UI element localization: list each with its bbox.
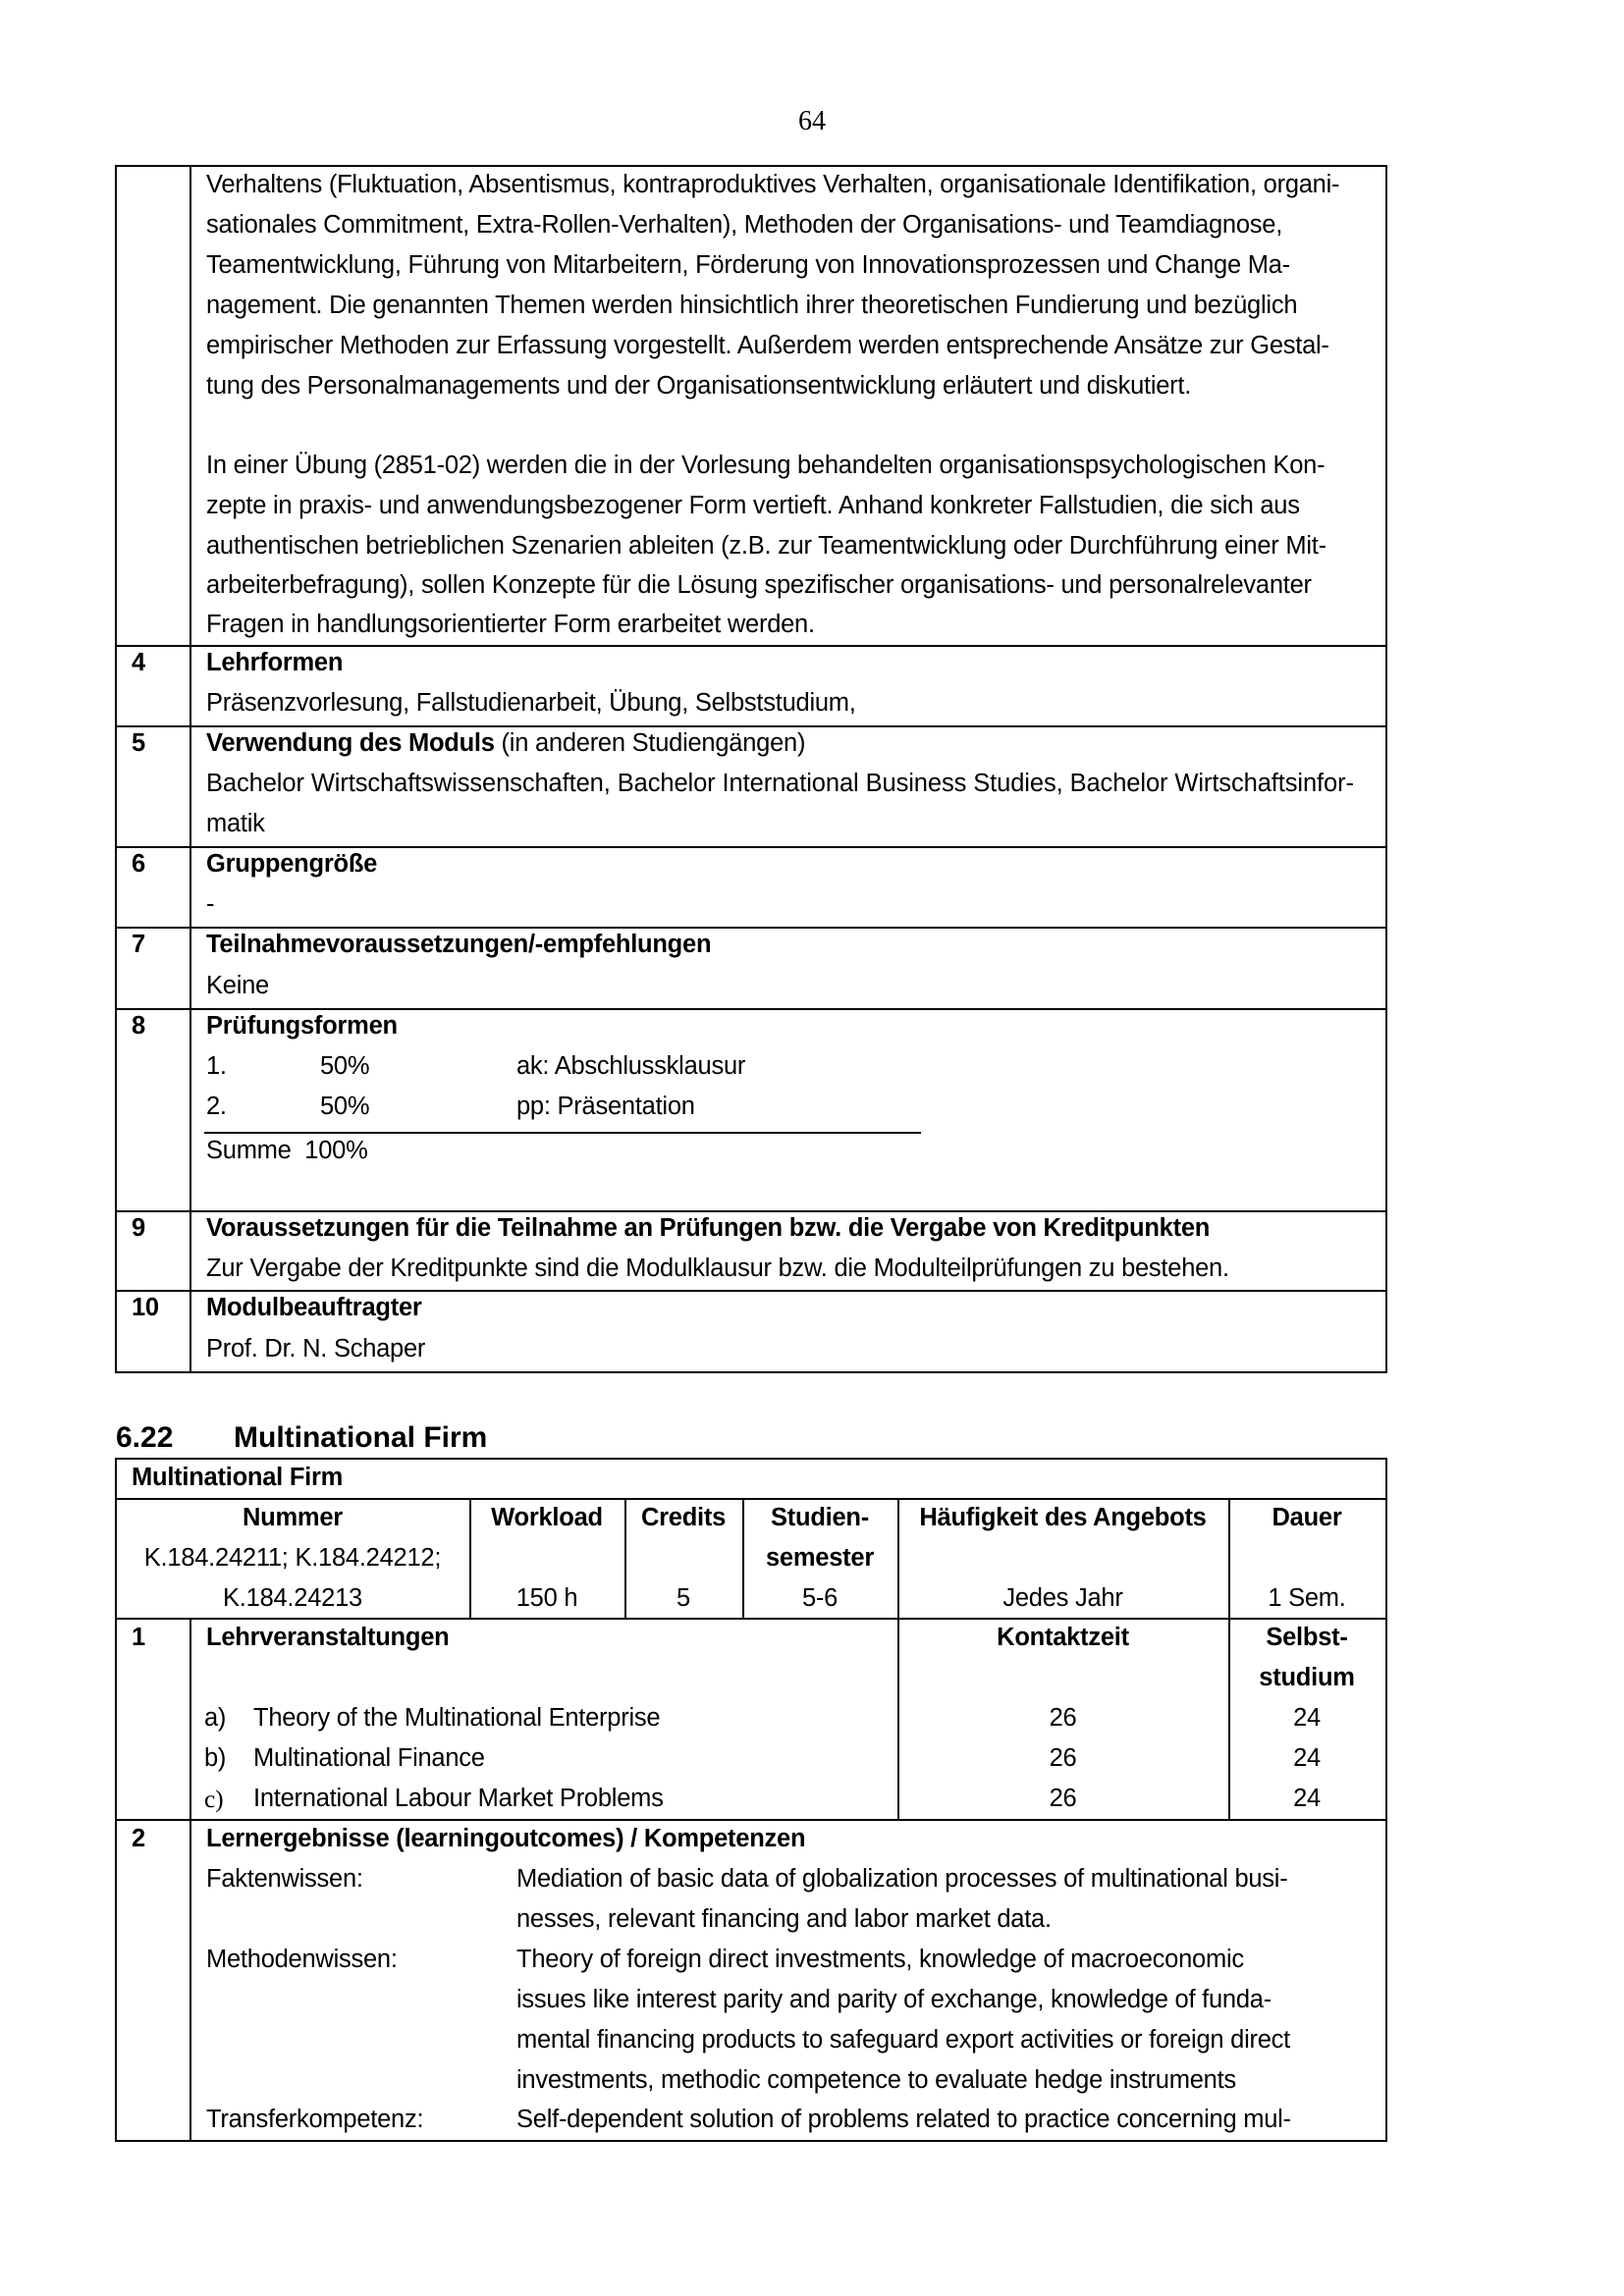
- value-haeufigkeit: Jedes Jahr: [1002, 1584, 1123, 1612]
- course-name: Multinational Finance: [253, 1744, 485, 1772]
- course-name: International Labour Market Problems: [253, 1785, 664, 1812]
- outcome-label: Methodenwissen:: [206, 1946, 398, 1973]
- row-number: 8: [132, 1012, 145, 1040]
- exam-percent: 50%: [320, 1093, 370, 1120]
- section-number: 6.22: [116, 1421, 174, 1454]
- value-dauer: 1 Sem.: [1268, 1584, 1346, 1612]
- course-selbst: 24: [1293, 1704, 1321, 1732]
- row-title-gruppengroesse: Gruppengröße: [206, 850, 378, 878]
- row-title-lernergebnisse: Lernergebnisse (learningoutcomes) / Kompetenzen: [206, 1825, 806, 1852]
- description-line: empirischer Methoden zur Erfassung vorgestellt. Außerdem werden entsprechende Ansätze zur Gestal-: [206, 332, 1329, 359]
- course-letter: c): [204, 1785, 224, 1813]
- row-title-modulbeauftragter: Modulbeauftragter: [206, 1294, 422, 1321]
- table-title: Multinational Firm: [132, 1464, 344, 1491]
- description-line: Verhaltens (Fluktuation, Absentismus, kontraproduktives Verhalten, organisationale Identifikation, organi-: [206, 171, 1340, 198]
- course-selbst: 24: [1293, 1785, 1321, 1812]
- row-title-voraussetzungen: Voraussetzungen für die Teilnahme an Prüfungen bzw. die Vergabe von Kreditpunkten: [206, 1214, 1211, 1242]
- description-line: In einer Übung (2851-02) werden die in der Vorlesung behandelten organisationspsychologischen Kon-: [206, 452, 1326, 479]
- row-title-suffix: (in anderen Studiengängen): [494, 729, 806, 757]
- outcome-text: mental financing products to safeguard export activities or foreign direct: [516, 2026, 1291, 2054]
- outcome-text: Theory of foreign direct investments, knowledge of macroeconomic: [516, 1946, 1244, 1973]
- header-studiensemester-2: semester: [766, 1544, 874, 1572]
- row-number: 10: [132, 1294, 159, 1321]
- exam-desc: pp: Präsentation: [516, 1093, 695, 1120]
- exam-index: 1.: [206, 1052, 227, 1080]
- header-nummer: Nummer: [243, 1504, 343, 1531]
- outcome-label: Faktenwissen:: [206, 1865, 363, 1893]
- row-text: Präsenzvorlesung, Fallstudienarbeit, Übung, Selbststudium,: [206, 689, 856, 717]
- header-credits: Credits: [640, 1504, 727, 1531]
- row-text: matik: [206, 810, 265, 837]
- row-title-pruefungsformen: Prüfungsformen: [206, 1012, 398, 1040]
- value-nummer: K.184.24211; K.184.24212;: [143, 1544, 442, 1572]
- header-workload: Workload: [491, 1504, 603, 1531]
- exam-desc: ak: Abschlussklausur: [516, 1052, 746, 1080]
- outcome-label: Transferkompetenz:: [206, 2106, 424, 2133]
- row-text: Prof. Dr. N. Schaper: [206, 1335, 426, 1362]
- description-line: Fragen in handlungsorientierter Form erarbeitet werden.: [206, 611, 815, 638]
- course-kontakt: 26: [1049, 1744, 1077, 1772]
- course-letter: b): [204, 1744, 227, 1772]
- row-text: Keine: [206, 972, 269, 999]
- header-dauer: Dauer: [1272, 1504, 1342, 1531]
- course-selbst: 24: [1293, 1744, 1321, 1772]
- exam-percent: 50%: [320, 1052, 370, 1080]
- header-kontaktzeit: Kontaktzeit: [997, 1624, 1129, 1651]
- row-number: 5: [132, 729, 145, 757]
- section-title: Multinational Firm: [234, 1421, 488, 1454]
- value-nummer-2: K.184.24213: [223, 1584, 362, 1612]
- row-number: 2: [132, 1825, 145, 1852]
- exam-index: 2.: [206, 1093, 227, 1120]
- row-text: -: [206, 890, 215, 918]
- value-workload: 150 h: [515, 1584, 578, 1612]
- description-line: authentischen betrieblichen Szenarien ableiten (z.B. zur Teamentwicklung oder Durchführung einer Mit-: [206, 532, 1326, 560]
- outcome-text: nesses, relevant financing and labor market data.: [516, 1905, 1052, 1933]
- header-selbststudium: Selbst-: [1266, 1624, 1348, 1651]
- description-line: zepte in praxis- und anwendungsbezogener Form vertieft. Anhand konkreter Fallstudien, die sich aus: [206, 492, 1300, 519]
- row-number: 6: [132, 850, 145, 878]
- row-title-lehrformen: Lehrformen: [206, 649, 344, 676]
- page-number: 64: [798, 106, 826, 136]
- row-number: 9: [132, 1214, 145, 1242]
- row-number: 7: [132, 931, 145, 958]
- outcome-text: Mediation of basic data of globalization processes of multinational busi-: [516, 1865, 1288, 1893]
- value-semester: 5-6: [801, 1584, 839, 1612]
- description-line: arbeiterbefragung), sollen Konzepte für die Lösung spezifischer organisations- und personalrelevanter: [206, 571, 1312, 599]
- outcome-text: Self-dependent solution of problems related to practice concerning mul-: [516, 2106, 1291, 2133]
- row-title-lehrveranstaltungen: Lehrveranstaltungen: [206, 1624, 450, 1651]
- course-kontakt: 26: [1049, 1704, 1077, 1732]
- header-studiensemester: Studien-: [771, 1504, 869, 1531]
- header-haeufigkeit: Häufigkeit des Angebots: [919, 1504, 1207, 1531]
- course-kontakt: 26: [1049, 1785, 1077, 1812]
- row-text: Zur Vergabe der Kreditpunkte sind die Modulklausur bzw. die Modulteilprüfungen zu bestehen.: [206, 1255, 1229, 1282]
- header-selbststudium-2: studium: [1259, 1664, 1355, 1691]
- course-letter: a): [204, 1704, 227, 1732]
- row-number: 1: [132, 1624, 145, 1651]
- description-line: tung des Personalmanagements und der Organisationsentwicklung erläutert und diskutiert.: [206, 372, 1192, 400]
- exam-sum: Summe 100%: [206, 1137, 368, 1164]
- row-text: Bachelor Wirtschaftswissenschaften, Bachelor International Business Studies, Bachelor Wirtschaftsinfor-: [206, 770, 1354, 797]
- description-line: Teamentwicklung, Führung von Mitarbeitern, Förderung von Innovationsprozessen und Change Ma-: [206, 251, 1290, 279]
- value-credits: 5: [677, 1584, 690, 1612]
- description-line: nagement. Die genannten Themen werden hinsichtlich ihrer theoretischen Fundierung und bezüglich: [206, 292, 1298, 319]
- row-title-verwendung: [206, 723, 805, 764]
- outcome-text: issues like interest parity and parity of exchange, knowledge of funda-: [516, 1986, 1272, 2013]
- row-title-bold: Verwendung des Moduls: [206, 729, 495, 757]
- description-line: sationales Commitment, Extra-Rollen-Verhalten), Methoden der Organisations- und Teamdiagnose,: [206, 211, 1283, 239]
- course-name: Theory of the Multinational Enterprise: [253, 1704, 661, 1732]
- row-title-teilnahme: Teilnahmevoraussetzungen/-empfehlungen: [206, 931, 712, 958]
- outcome-text: investments, methodic competence to evaluate hedge instruments: [516, 2066, 1236, 2094]
- row-number: 4: [132, 649, 145, 676]
